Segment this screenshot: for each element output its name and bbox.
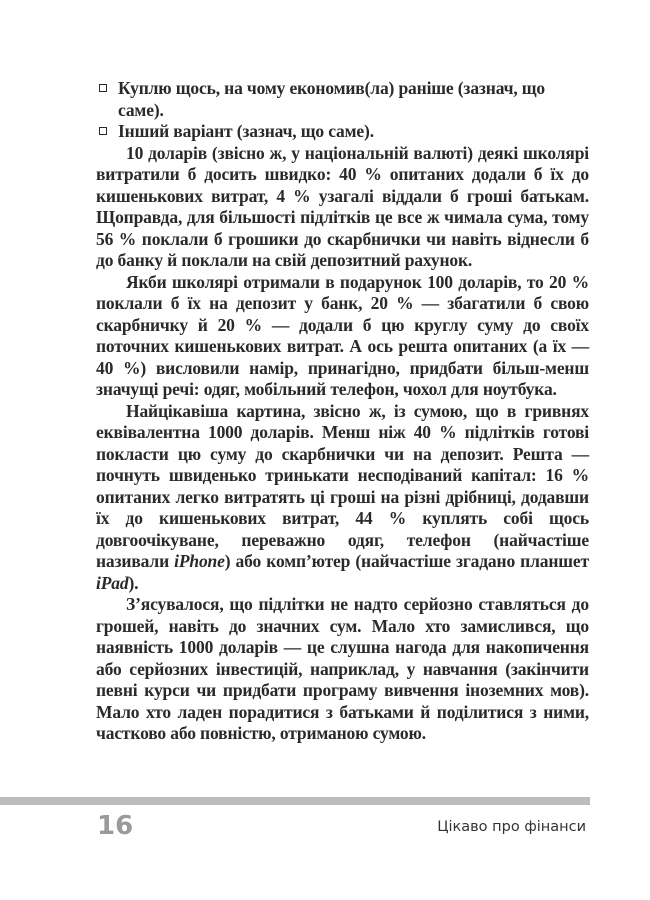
- product-name-iphone: iPhone: [174, 551, 225, 571]
- paragraph-text-part: ) або комп’ютер (найчастіше згадано планшет: [224, 551, 589, 571]
- page-body: [96, 78, 589, 745]
- paragraph-10-dollars: 10 доларів (звісно ж, у національній валюті) деякі школярі витратили б досить швидко: 40 % опитаних додали б їх до кишенькових витрат, 4 % узагалі віддали б гроші батькам. Щоправда, для більшості підлітків це все ж чимала сума, тому 56 % поклали б грошики до скарбнички чи навіть віднесли б до банку й поклали на свій депозитний рахунок.: [96, 142, 589, 270]
- footer-divider: [0, 797, 590, 805]
- product-name-ipad: iPad: [96, 572, 129, 593]
- option-item-buy-saved: [96, 78, 589, 121]
- paragraph-100-dollars: Якби школярі отримали в подарунок 100 доларів, то 20 % поклали б їх на депозит у банк, 20 % — збагатили б свою скарбничку й 20 % — додали б цю круглу суму до своїх поточних кишенькових витрат. А ось решта опитаних (а їх — 40 %) висловили намір, принагідно, придбати більш-менш значущі речі: одяг, мобільний телефон, чохол для ноутбука.: [96, 271, 589, 399]
- paragraph-text-part: Найцікавіша картина, звісно ж, із сумою, що в гривнях еквівалентна 1000 доларів. Менш ніж 40 % підлітків готові покласти цю суму до скарбнички чи на депозит. Решта — почнуть швиденько тринькати несподіваний капітал: 16 % опитаних легко витратять ці гроші на різні дрібниці, додавши їх до кишенькових витрат, 44 % куплять собі щось довгоочікуване, переважно одяг, телефон (найчастіше називали: [96, 400, 589, 571]
- paragraph-1000-dollars: [96, 401, 589, 595]
- option-text: Інший варіант (зазнач, що саме).: [118, 121, 374, 141]
- page-number: 16: [97, 811, 134, 841]
- option-item-other: [96, 121, 589, 143]
- checkbox-square-icon: [99, 127, 107, 135]
- paragraph-text-part: ).: [128, 572, 139, 593]
- paragraph-conclusion: З’ясувалося, що підлітки не надто серйозно ставляться до грошей, навіть до значних сум. Мало хто замислився, що наявність 1000 доларів — це слушна нагода для накопичення або серйозних інвестицій, наприклад, у навчання (закінчити певні курси чи придбати програму вивчення іноземних мов). Мало хто ладен порадитися з батьками й поділитися з ними, частково або повністю, отриманою сумою.: [96, 594, 589, 743]
- option-text: Куплю щось, на чому економив(ла) раніше (зазнач, що саме).: [118, 78, 546, 120]
- checkbox-square-icon: [99, 84, 107, 92]
- running-title: Цікаво про фінанси: [437, 819, 586, 835]
